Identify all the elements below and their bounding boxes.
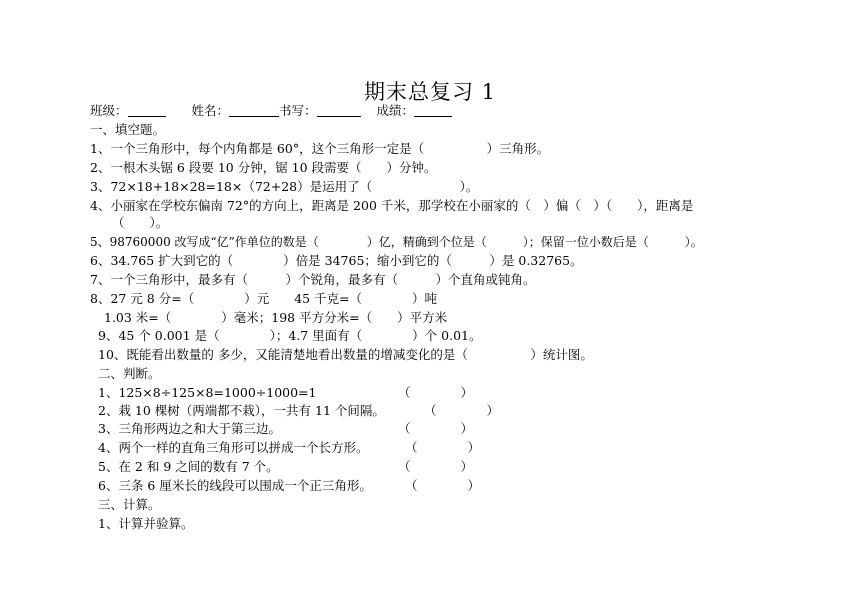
fill-question: 1.03 米=（ ）毫米；198 平方分米=（ ）平方米 (104, 310, 448, 325)
judge-statement: 5、在 2 和 9 之间的数有 7 个。 (98, 459, 279, 474)
fill-question: 8、27 元 8 分=（ ）元 45 千克=（ ）吨 (90, 291, 438, 306)
fill-question: 6、34.765 扩大到它的（ ）倍是 34765；缩小到它的（ ）是 0.32765。 (90, 253, 583, 268)
judge-answer-mark: （ ） (405, 478, 481, 493)
section-heading-fill: 一、填空题。 (90, 122, 166, 137)
judge-question (98, 403, 385, 419)
judge-question (98, 459, 279, 475)
writing-blank (317, 104, 361, 117)
name-label: 姓名： (191, 103, 229, 118)
class-label: 班级： (90, 103, 128, 118)
judge-answer-mark: （ ） (398, 421, 474, 436)
score-label: 成绩： (376, 103, 414, 118)
judge-answer-mark: （ ） (398, 459, 474, 474)
fill-question: 2、一根木头锯 6 段要 10 分钟，锯 10 段需要（ ）分钟。 (90, 160, 437, 175)
fill-question-continuation: （ ）。 (112, 215, 169, 230)
judge-statement: 2、栽 10 棵树（两端都不栽），一共有 11 个间隔。 (98, 403, 385, 418)
judge-question (98, 385, 317, 401)
judge-statement: 3、三角形两边之和大于第三边。 (98, 421, 281, 436)
judge-question (98, 440, 368, 456)
judge-question (98, 421, 281, 437)
score-blank (414, 104, 452, 117)
judge-answer-mark: （ ） (405, 440, 481, 455)
section-heading-judge: 二、判断。 (98, 366, 161, 381)
section-heading-calc: 三、计算。 (98, 497, 161, 512)
fill-question: 9、45 个 0.001 是（ ）；4.7 里面有（ ）个 0.01。 (98, 328, 482, 343)
judge-answer-mark: （ ） (398, 385, 474, 400)
fill-question: 10、既能看出数量的 多少，又能清楚地看出数量的增减变化的是（ ）统计图。 (98, 347, 593, 362)
page-title: 期末总复习 1 (363, 80, 497, 104)
name-blank (229, 104, 279, 117)
class-blank (128, 104, 166, 117)
judge-answer-mark: （ ） (424, 403, 500, 418)
judge-statement: 1、125×8÷125×8=1000÷1000=1 (98, 385, 317, 400)
writing-label: 书写： (279, 103, 317, 118)
fill-question: 4、小丽家在学校东偏南 72°的方向上，距离是 200 千米，那学校在小丽家的（ ）偏（ ）（ ），距离是 (90, 198, 694, 213)
fill-question: 1、一个三角形中，每个内角都是 60°，这个三角形一定是（ ）三角形。 (90, 141, 550, 156)
judge-statement: 4、两个一样的直角三角形可以拼成一个长方形。 (98, 440, 369, 455)
judge-statement: 6、三条 6 厘米长的线段可以围成一个正三角形。 (98, 478, 372, 493)
fill-question: 3、72×18+18×28=18×（72+28）是运用了（ ）。 (90, 179, 479, 194)
judge-question (98, 478, 372, 494)
fill-question: 7、一个三角形中，最多有（ ）个锐角，最多有（ ）个直角或钝角。 (90, 272, 536, 287)
student-info-row (90, 103, 452, 119)
calc-question: 1、计算并验算。 (98, 516, 194, 531)
fill-question: 5、98760000 改写成“亿”作单位的数是（ ）亿，精确到个位是（ ）；保留一位小数后是（ ）。 (90, 235, 703, 249)
